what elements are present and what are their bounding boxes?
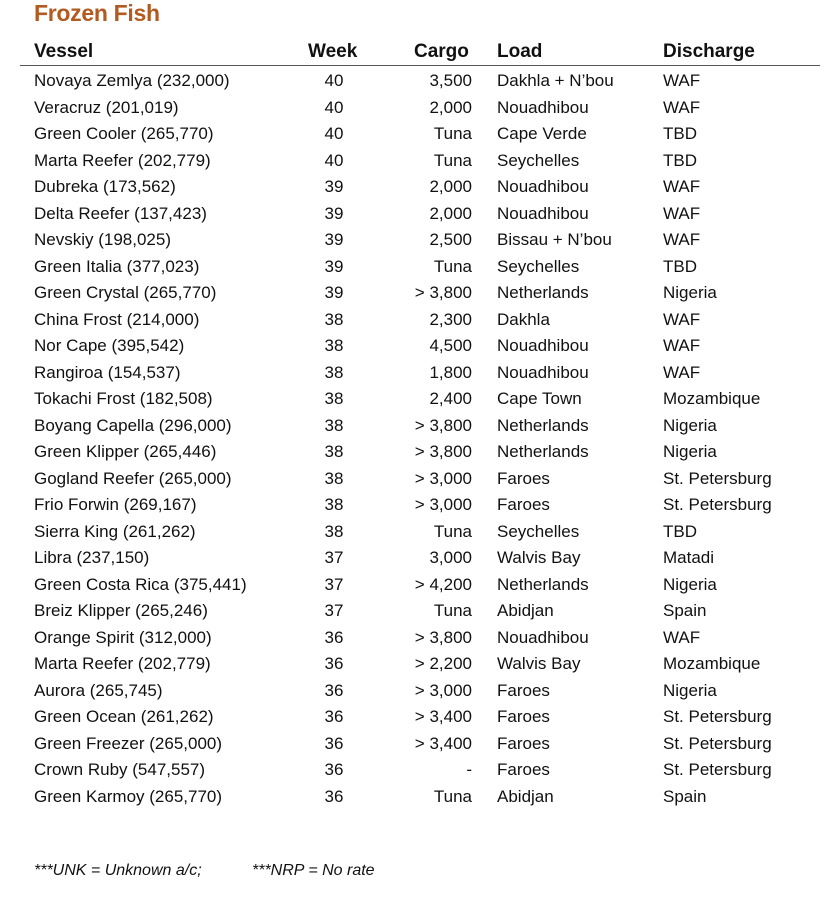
cell-cargo: 2,000 (429, 97, 472, 117)
cell-discharge: Mozambique (663, 389, 761, 408)
cell-cargo: 4,500 (429, 336, 472, 355)
page-title: Frozen Fish (34, 0, 160, 26)
cell-discharge: Matadi (663, 548, 715, 567)
table-row (0, 227, 837, 254)
table-row (0, 95, 837, 122)
cell-cargo: - (466, 760, 472, 779)
cell-week: 40 (324, 97, 344, 117)
cell-discharge: Mozambique (663, 654, 761, 673)
footnote-unk: ***UNK = Unknown a/c; (34, 862, 202, 879)
cell-load: Seychelles (497, 150, 580, 170)
cell-vessel: Green Cooler (265,770) (34, 124, 214, 143)
header-week: Week (308, 41, 358, 62)
table-row (0, 731, 837, 758)
cell-cargo: Tuna (433, 601, 472, 620)
cell-load: Nouadhibou (497, 97, 589, 117)
cell-cargo: > 3,800 (414, 283, 472, 302)
cell-discharge: Nigeria (663, 283, 717, 302)
cell-vessel: Green Karmoy (265,770) (34, 786, 223, 806)
cell-discharge: St. Petersburg (663, 468, 772, 488)
cell-vessel: Sierra King (261,262) (34, 521, 196, 541)
cell-load: Cape Town (497, 389, 582, 408)
cell-load: Bissau + N’bou (497, 230, 612, 249)
cell-week: 38 (324, 336, 344, 355)
table-row (0, 413, 837, 440)
cell-load: Faroes (497, 468, 550, 488)
cell-week: 39 (324, 256, 344, 276)
cell-cargo: > 3,800 (414, 627, 472, 647)
cell-week: 36 (324, 654, 344, 673)
cell-discharge: St. Petersburg (663, 495, 772, 514)
cell-cargo: > 3,000 (414, 495, 472, 514)
cell-discharge: Spain (663, 786, 707, 806)
cell-discharge: Nigeria (663, 415, 717, 435)
cell-week: 38 (324, 389, 344, 408)
cell-week: 39 (324, 230, 344, 249)
table-row (0, 678, 837, 705)
cell-week: 40 (324, 124, 344, 143)
cell-load: Nouadhibou (497, 336, 589, 355)
table-row (0, 492, 837, 519)
table-row (0, 757, 837, 784)
cell-vessel: Tokachi Frost (182,508) (34, 389, 213, 408)
cell-discharge: TBD (663, 256, 697, 276)
cell-cargo: > 3,400 (414, 707, 472, 726)
cell-cargo: > 3,800 (414, 442, 472, 461)
cell-vessel: Rangiroa (154,537) (34, 362, 181, 382)
cell-week: 37 (324, 574, 344, 594)
cell-vessel: Marta Reefer (202,779) (34, 654, 211, 673)
table-row (0, 545, 837, 572)
cell-load: Faroes (497, 495, 550, 514)
cell-cargo: 2,300 (429, 309, 472, 329)
cell-load: Seychelles (497, 256, 580, 276)
cell-vessel: Green Klipper (265,446) (34, 442, 217, 461)
cell-load: Walvis Bay (497, 654, 581, 673)
cell-load: Faroes (497, 680, 550, 700)
cell-cargo: 2,500 (429, 230, 472, 249)
cell-cargo: 2,000 (429, 203, 472, 223)
cell-week: 38 (324, 415, 344, 435)
cell-week: 36 (324, 760, 344, 779)
cell-discharge: WAF (663, 97, 701, 117)
table-row (0, 174, 837, 201)
cell-week: 37 (324, 601, 344, 620)
table-row (0, 651, 837, 678)
cell-load: Netherlands (497, 283, 589, 302)
table-row (0, 333, 837, 360)
cell-vessel: Green Ocean (261,262) (34, 707, 214, 726)
table-row (0, 148, 837, 175)
cell-vessel: Libra (237,150) (34, 548, 150, 567)
cell-vessel: Gogland Reefer (265,000) (34, 468, 232, 488)
table-row (0, 625, 837, 652)
cell-week: 36 (324, 627, 344, 647)
cell-week: 36 (324, 680, 344, 700)
cell-week: 40 (324, 71, 344, 90)
cell-discharge: St. Petersburg (663, 707, 772, 726)
cell-cargo: > 3,800 (414, 415, 472, 435)
cell-week: 38 (324, 442, 344, 461)
table-row (0, 386, 837, 413)
table-row (0, 254, 837, 281)
cell-discharge: WAF (663, 203, 701, 223)
header-load: Load (497, 41, 543, 62)
cell-discharge: TBD (663, 150, 697, 170)
cell-vessel: Orange Spirit (312,000) (34, 627, 212, 647)
table-row (0, 784, 837, 811)
cell-cargo: Tuna (433, 256, 472, 276)
cell-load: Faroes (497, 733, 550, 753)
cell-discharge: WAF (663, 177, 701, 196)
table-row (0, 201, 837, 228)
cell-vessel: Green Crystal (265,770) (34, 283, 217, 302)
cell-load: Netherlands (497, 574, 589, 594)
cell-cargo: > 3,000 (414, 680, 472, 700)
table-header (20, 40, 820, 66)
header-cargo: Cargo (414, 41, 469, 62)
cell-vessel: China Frost (214,000) (34, 309, 200, 329)
table-row (0, 466, 837, 493)
cell-week: 39 (324, 203, 344, 223)
cell-vessel: Breiz Klipper (265,246) (34, 601, 208, 620)
cell-vessel: Aurora (265,745) (34, 680, 163, 700)
cell-cargo: 2,400 (429, 389, 472, 408)
cell-cargo: Tuna (433, 124, 472, 143)
cell-vessel: Green Italia (377,023) (34, 256, 200, 276)
cell-load: Nouadhibou (497, 362, 589, 382)
cell-discharge: Spain (663, 601, 707, 620)
cell-discharge: WAF (663, 71, 701, 90)
cell-vessel: Green Costa Rica (375,441) (34, 574, 247, 594)
cell-week: 40 (324, 150, 344, 170)
cell-vessel: Frio Forwin (269,167) (34, 495, 197, 514)
cell-discharge: St. Petersburg (663, 733, 772, 753)
cell-load: Netherlands (497, 442, 589, 461)
cell-vessel: Delta Reefer (137,423) (34, 203, 207, 223)
cell-cargo: Tuna (433, 786, 472, 806)
header-discharge: Discharge (663, 41, 755, 62)
cell-cargo: 3,000 (429, 548, 472, 567)
cell-discharge: WAF (663, 336, 701, 355)
cell-cargo: Tuna (433, 521, 472, 541)
cell-cargo: > 3,400 (414, 733, 472, 753)
cell-week: 38 (324, 362, 344, 382)
cell-cargo: 2,000 (429, 177, 472, 196)
header-vessel: Vessel (34, 41, 94, 62)
cell-week: 39 (324, 177, 344, 196)
cell-discharge: Nigeria (663, 442, 717, 461)
cell-discharge: Nigeria (663, 574, 717, 594)
cell-cargo: > 2,200 (414, 654, 472, 673)
cell-week: 36 (324, 786, 344, 806)
cell-vessel: Novaya Zemlya (232,000) (34, 71, 230, 90)
cell-load: Seychelles (497, 521, 580, 541)
table-row (0, 307, 837, 334)
cell-load: Abidjan (497, 786, 554, 806)
footnote-nrp: ***NRP = No rate (252, 862, 375, 879)
table-row (0, 121, 837, 148)
cell-cargo: > 3,000 (414, 468, 472, 488)
cell-vessel: Crown Ruby (547,557) (34, 760, 206, 779)
cell-cargo: > 4,200 (414, 574, 472, 594)
cell-load: Nouadhibou (497, 177, 589, 196)
cell-cargo: Tuna (433, 150, 472, 170)
cell-discharge: WAF (663, 627, 701, 647)
cell-week: 38 (324, 521, 344, 541)
table-row (0, 572, 837, 599)
cell-week: 39 (324, 283, 344, 302)
table-row (0, 68, 837, 95)
cell-discharge: St. Petersburg (663, 760, 772, 779)
cell-week: 36 (324, 707, 344, 726)
cell-week: 37 (324, 548, 344, 567)
cell-vessel: Nor Cape (395,542) (34, 336, 185, 355)
cell-load: Netherlands (497, 415, 589, 435)
cell-vessel: Dubreka (173,562) (34, 177, 176, 196)
cell-week: 38 (324, 468, 344, 488)
cell-discharge: TBD (663, 521, 697, 541)
cell-vessel: Veracruz (201,019) (34, 97, 179, 117)
cell-week: 38 (324, 309, 344, 329)
cell-week: 38 (324, 495, 344, 514)
cell-discharge: WAF (663, 230, 701, 249)
cell-load: Faroes (497, 760, 550, 779)
cell-load: Abidjan (497, 601, 554, 620)
cell-load: Cape Verde (497, 124, 587, 143)
cell-cargo: 3,500 (429, 71, 472, 90)
cell-discharge: Nigeria (663, 680, 717, 700)
table-row (0, 598, 837, 625)
cell-load: Dakhla (497, 309, 550, 329)
cell-vessel: Boyang Capella (296,000) (34, 415, 232, 435)
table-row (0, 519, 837, 546)
cell-load: Faroes (497, 707, 550, 726)
cell-vessel: Marta Reefer (202,779) (34, 150, 211, 170)
cell-load: Walvis Bay (497, 548, 581, 567)
cell-cargo: 1,800 (429, 362, 472, 382)
table-row (0, 360, 837, 387)
table-row (0, 280, 837, 307)
cell-week: 36 (324, 733, 344, 753)
table-body (0, 68, 837, 810)
cell-discharge: WAF (663, 309, 701, 329)
cell-load: Nouadhibou (497, 627, 589, 647)
cell-load: Nouadhibou (497, 203, 589, 223)
table-row (0, 704, 837, 731)
cell-vessel: Nevskiy (198,025) (34, 230, 172, 249)
cell-discharge: WAF (663, 362, 701, 382)
cell-load: Dakhla + N’bou (497, 71, 614, 90)
table-row (0, 439, 837, 466)
cell-discharge: TBD (663, 124, 697, 143)
cell-vessel: Green Freezer (265,000) (34, 733, 223, 753)
